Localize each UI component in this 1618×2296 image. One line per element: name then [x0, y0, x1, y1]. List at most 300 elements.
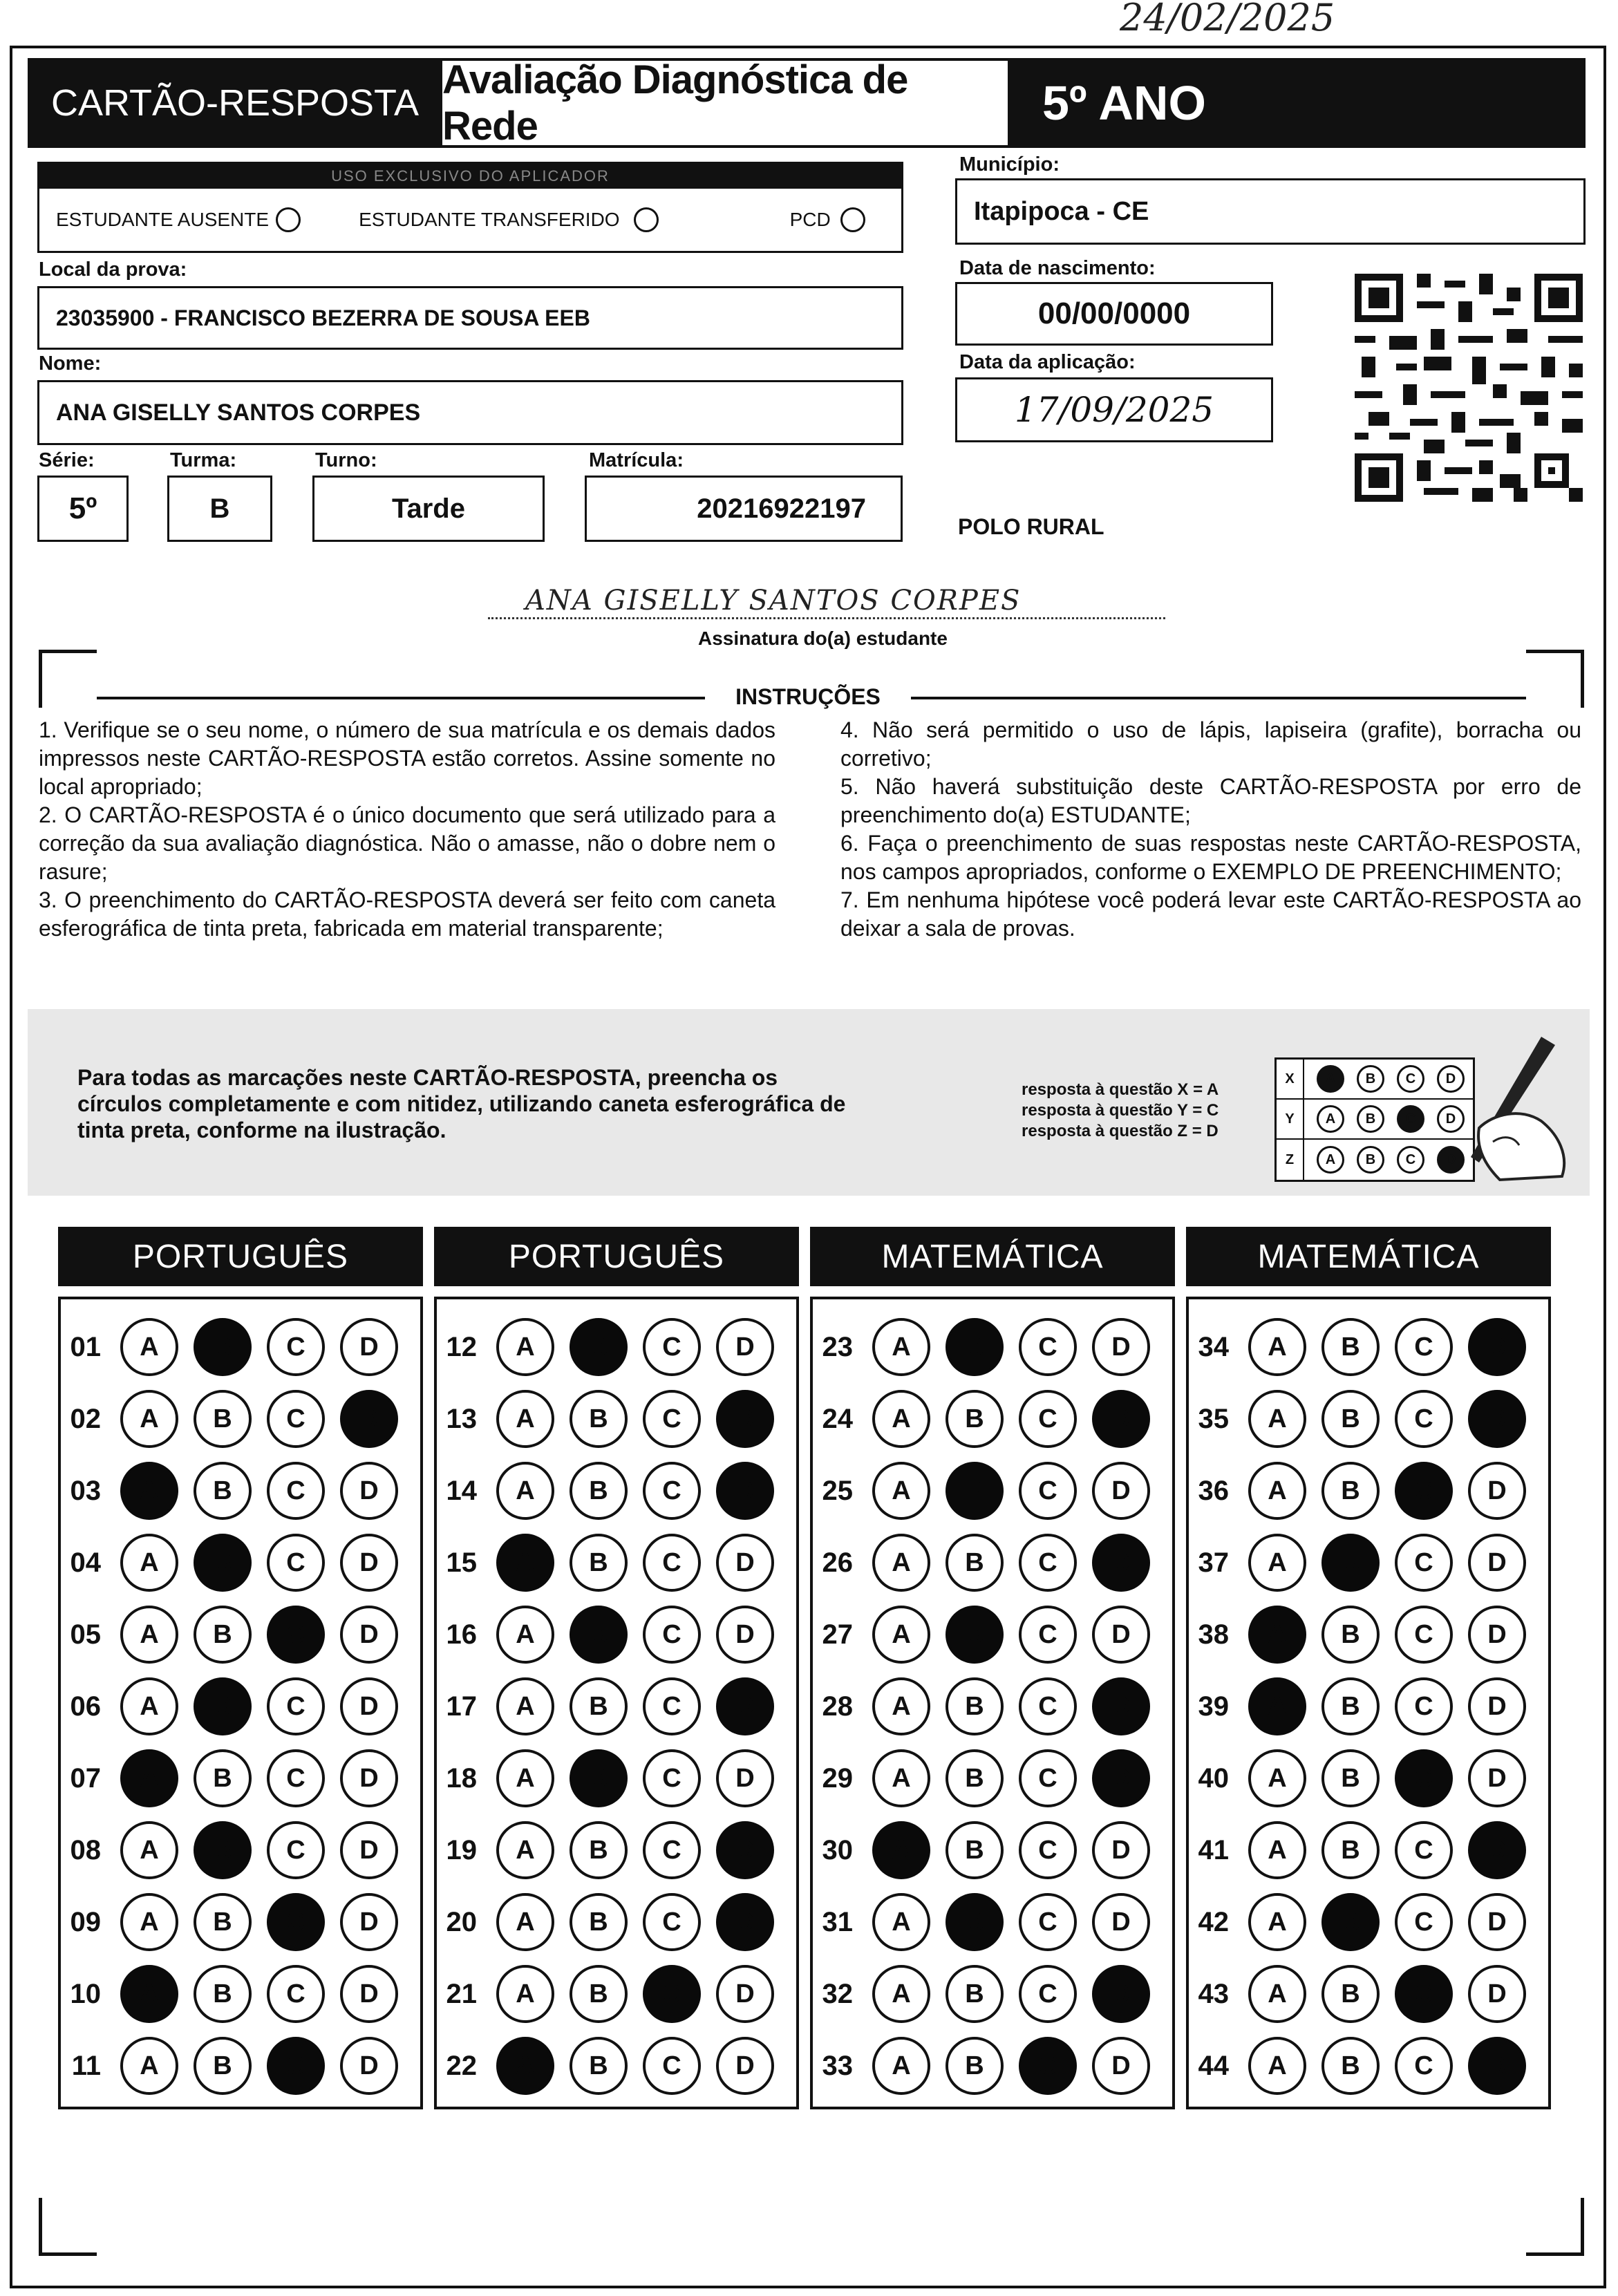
municipality-field	[955, 178, 1586, 245]
answer-bubble-a[interactable]: A	[872, 1606, 930, 1664]
instruction-item: 4. Não será permitido o uso de lápis, lapiseira (grafite), borracha ou corretivo;	[840, 717, 1581, 771]
answer-bubble-a[interactable]: A	[120, 1821, 178, 1879]
question-row	[437, 1388, 774, 1450]
question-row	[61, 1963, 398, 2025]
answer-bubble-a[interactable]: A	[496, 1462, 554, 1520]
signature-label: Assinatura do(a) estudante	[698, 628, 948, 649]
answer-bubble-a[interactable]: A	[1248, 1462, 1306, 1520]
answer-bubble-a[interactable]: A	[120, 1318, 178, 1376]
answer-bubble-c[interactable]: C	[267, 1965, 325, 2023]
name-label: Nome:	[39, 352, 102, 375]
answer-bubble-d[interactable]: D	[1092, 1462, 1150, 1520]
answer-bubble-a[interactable]: A	[120, 1677, 178, 1735]
application-date-label: Data da aplicação:	[959, 351, 1136, 373]
question-row	[437, 1603, 774, 1666]
answer-bubble-c[interactable]: C	[1395, 1677, 1453, 1735]
answer-bubble-d[interactable]: D	[1092, 2037, 1150, 2095]
answer-bubble-a[interactable]: A	[872, 1965, 930, 2023]
answer-bubble-a[interactable]: A	[120, 1749, 178, 1807]
signature: ANA GISELLY SANTOS CORPES	[525, 585, 1022, 617]
answer-bubble-d[interactable]: D	[1092, 1749, 1150, 1807]
answer-bubble-b[interactable]: B	[570, 1462, 628, 1520]
question-number: 19	[446, 1834, 477, 1865]
answer-bubble-c[interactable]: C	[267, 1534, 325, 1592]
answer-bubble-c[interactable]: C	[643, 1821, 701, 1879]
legend-z: resposta à questão Z = D	[1022, 1122, 1219, 1140]
answer-bubble-d[interactable]: D	[340, 1462, 398, 1520]
answer-bubble-d[interactable]: D	[340, 1606, 398, 1664]
answer-bubble-c[interactable]: C	[267, 2037, 325, 2095]
shift-field	[312, 476, 545, 542]
question-row	[1189, 1460, 1526, 1522]
question-row	[437, 1675, 774, 1738]
question-number: 12	[446, 1331, 477, 1362]
transferred-option[interactable]	[359, 207, 659, 232]
answer-bubble-c[interactable]: C	[1019, 1893, 1077, 1951]
answer-bubble-a[interactable]: A	[1248, 1606, 1306, 1664]
answer-bubble-d[interactable]: D	[716, 1534, 774, 1592]
answer-bubble-d[interactable]: D	[716, 1318, 774, 1376]
answer-bubble-b[interactable]: B	[570, 1677, 628, 1735]
corner-top-left	[39, 650, 97, 708]
question-row	[813, 1747, 1150, 1809]
answer-bubble-a[interactable]: A	[496, 2037, 554, 2095]
answer-bubble-d[interactable]: D	[1092, 1390, 1150, 1448]
example-bubble-a: A	[1317, 1065, 1344, 1093]
answer-bubble-a[interactable]: A	[1248, 1893, 1306, 1951]
answer-bubble-b[interactable]: B	[570, 1821, 628, 1879]
question-row	[1189, 1388, 1526, 1450]
answer-bubble-d[interactable]: D	[1468, 1749, 1526, 1807]
subject-header: MATEMÁTICA	[810, 1227, 1175, 1286]
answer-bubble-c[interactable]: C	[267, 1677, 325, 1735]
question-row	[437, 1316, 774, 1378]
birth-date-label: Data de nascimento:	[959, 257, 1156, 279]
answer-bubble-d[interactable]: D	[716, 1965, 774, 2023]
answer-bubble-d[interactable]: D	[1468, 1606, 1526, 1664]
answer-bubble-c[interactable]: C	[1019, 1606, 1077, 1664]
answer-bubble-a[interactable]: A	[496, 1893, 554, 1951]
answer-bubble-a[interactable]: A	[872, 1677, 930, 1735]
answer-bubble-d[interactable]: D	[1468, 1318, 1526, 1376]
answer-bubble-a[interactable]: A	[1248, 1821, 1306, 1879]
answer-bubble-d[interactable]: D	[1092, 1677, 1150, 1735]
question-row	[1189, 1603, 1526, 1666]
question-row	[61, 1532, 398, 1594]
instruction-item: 6. Faça o preenchimento de suas respostas neste CARTÃO-RESPOSTA, nos campos apropriados, conforme o EXEMPLO DE PREENCHIMENTO;	[840, 831, 1581, 884]
answer-bubble-b[interactable]: B	[946, 1462, 1004, 1520]
answer-bubble-d[interactable]: D	[1468, 1390, 1526, 1448]
answer-bubble-b[interactable]: B	[194, 1534, 252, 1592]
answer-bubble-c[interactable]: C	[267, 1318, 325, 1376]
answer-bubble-b[interactable]: B	[570, 1390, 628, 1448]
answer-bubble-a[interactable]: A	[496, 1749, 554, 1807]
municipality-label: Município:	[959, 153, 1060, 176]
answer-bubble-b[interactable]: B	[946, 1318, 1004, 1376]
answer-bubble-b[interactable]: B	[194, 1821, 252, 1879]
answer-bubble-d[interactable]: D	[716, 1677, 774, 1735]
question-row	[1189, 1747, 1526, 1809]
transferred-label: ESTUDANTE TRANSFERIDO	[359, 209, 620, 230]
question-number: 18	[446, 1762, 477, 1794]
answer-bubble-c[interactable]: C	[643, 1534, 701, 1592]
answer-bubble-a[interactable]: A	[120, 2037, 178, 2095]
answer-bubble-c[interactable]: C	[1395, 1821, 1453, 1879]
pcd-label: PCD	[789, 209, 831, 230]
question-row	[437, 1819, 774, 1881]
enrollment-field	[585, 476, 903, 542]
answer-bubble-b[interactable]: B	[946, 1534, 1004, 1592]
question-row	[61, 1819, 398, 1881]
instructions-left	[39, 716, 775, 943]
answer-bubble-b[interactable]: B	[1321, 1534, 1380, 1592]
answer-bubble-c[interactable]: C	[1019, 1677, 1077, 1735]
instruction-item: 2. O CARTÃO-RESPOSTA é o único documento que será utilizado para a correção da sua avaliação diagnóstica. Não o amasse, não o dobre nem o rasure;	[39, 802, 775, 884]
answer-bubble-d[interactable]: D	[1468, 2037, 1526, 2095]
answer-bubble-c[interactable]: C	[643, 1677, 701, 1735]
question-number: 26	[822, 1547, 853, 1578]
answer-bubble-d[interactable]: D	[716, 2037, 774, 2095]
answer-bubble-b[interactable]: B	[1321, 1677, 1380, 1735]
question-row	[61, 1388, 398, 1450]
question-row	[61, 1603, 398, 1666]
question-number: 23	[822, 1331, 853, 1362]
question-number: 08	[70, 1834, 101, 1865]
instructions-rule-right	[911, 697, 1526, 699]
answer-bubble-d[interactable]: D	[1468, 1821, 1526, 1879]
answer-bubble-d[interactable]: D	[340, 1965, 398, 2023]
answer-bubble-c[interactable]: C	[1395, 1462, 1453, 1520]
answer-bubble-d[interactable]: D	[716, 1462, 774, 1520]
answer-bubble-a[interactable]: A	[496, 1390, 554, 1448]
answer-bubble-d[interactable]: D	[1092, 1821, 1150, 1879]
absent-label: ESTUDANTE AUSENTE	[56, 209, 270, 230]
answer-bubble-b[interactable]: B	[570, 1893, 628, 1951]
corner-bottom-left	[39, 2198, 97, 2256]
answer-bubble-d[interactable]: D	[1092, 1606, 1150, 1664]
answer-bubble-a[interactable]: A	[1248, 1965, 1306, 2023]
fill-example-legend	[1022, 1080, 1219, 1142]
answer-bubble-d[interactable]: D	[1468, 1893, 1526, 1951]
answer-bubble-c[interactable]: C	[1019, 1462, 1077, 1520]
answer-bubble-b[interactable]: B	[946, 1893, 1004, 1951]
exam-location-label: Local da prova:	[39, 258, 187, 281]
question-row	[437, 1963, 774, 2025]
answer-bubble-a[interactable]: A	[872, 1534, 930, 1592]
question-row	[437, 1532, 774, 1594]
answer-bubble-b[interactable]: B	[194, 2037, 252, 2095]
answer-bubble-a[interactable]: A	[120, 1606, 178, 1664]
answer-bubble-a[interactable]: A	[496, 1318, 554, 1376]
answer-bubble-d[interactable]: D	[1468, 1677, 1526, 1735]
answer-bubble-d[interactable]: D	[340, 1534, 398, 1592]
answer-column	[58, 1297, 423, 2109]
answer-bubble-b[interactable]: B	[946, 1749, 1004, 1807]
answer-bubble-c[interactable]: C	[643, 1318, 701, 1376]
answer-bubble-c[interactable]: C	[267, 1893, 325, 1951]
answer-bubble-c[interactable]: C	[643, 1390, 701, 1448]
answer-bubble-a[interactable]: A	[120, 1965, 178, 2023]
example-bubble-b: B	[1357, 1065, 1384, 1093]
shift-value: Tarde	[392, 493, 465, 524]
answer-bubble-c[interactable]: C	[267, 1821, 325, 1879]
question-row	[813, 2035, 1150, 2097]
answer-bubble-a[interactable]: A	[120, 1462, 178, 1520]
question-row	[437, 1891, 774, 1953]
absent-option[interactable]	[56, 207, 301, 232]
answer-bubble-b[interactable]: B	[946, 1965, 1004, 2023]
answer-bubble-c[interactable]: C	[1019, 1965, 1077, 2023]
answer-bubble-d[interactable]: D	[1468, 1965, 1526, 2023]
answer-bubble-d[interactable]: D	[716, 1749, 774, 1807]
signature-line	[488, 617, 1165, 619]
answer-bubble-d[interactable]: D	[340, 1677, 398, 1735]
answer-bubble-a[interactable]: A	[496, 1534, 554, 1592]
question-row	[813, 1675, 1150, 1738]
answer-bubble-b[interactable]: B	[1321, 1893, 1380, 1951]
answer-bubble-a[interactable]: A	[872, 1390, 930, 1448]
answer-bubble-a[interactable]: A	[1248, 1390, 1306, 1448]
example-bubble-b: B	[1357, 1146, 1384, 1174]
example-row-label: Z	[1277, 1140, 1304, 1180]
question-number: 36	[1198, 1475, 1229, 1506]
answer-bubble-c[interactable]: C	[267, 1749, 325, 1807]
answer-bubble-b[interactable]: B	[194, 1749, 252, 1807]
question-row	[1189, 1532, 1526, 1594]
answer-bubble-c[interactable]: C	[1395, 1534, 1453, 1592]
answer-bubble-d[interactable]: D	[340, 1318, 398, 1376]
municipality-value: Itapipoca - CE	[974, 196, 1149, 226]
question-number: 44	[1198, 2050, 1229, 2081]
example-bubble-c: C	[1397, 1105, 1424, 1133]
answer-bubble-c[interactable]: C	[643, 1965, 701, 2023]
answer-bubble-b[interactable]: B	[570, 1318, 628, 1376]
answer-bubble-b[interactable]: B	[194, 1965, 252, 2023]
answer-bubble-c[interactable]: C	[643, 1462, 701, 1520]
answer-bubble-d[interactable]: D	[340, 1821, 398, 1879]
answer-bubble-d[interactable]: D	[1092, 1965, 1150, 2023]
answer-bubble-a[interactable]: A	[1248, 1318, 1306, 1376]
answer-bubble-b[interactable]: B	[194, 1677, 252, 1735]
question-number: 33	[822, 2050, 853, 2081]
question-row	[813, 1388, 1150, 1450]
answer-bubble-b[interactable]: B	[1321, 1390, 1380, 1448]
pcd-circle[interactable]	[840, 207, 865, 232]
exam-location-field	[37, 286, 903, 350]
instruction-item: 3. O preenchimento do CARTÃO-RESPOSTA deverá ser feito com caneta esferográfica de tinta preta, fabricada em material transparente;	[39, 887, 775, 941]
question-number: 02	[70, 1403, 101, 1434]
answer-bubble-a[interactable]: A	[1248, 1677, 1306, 1735]
answer-bubble-d[interactable]: D	[340, 1390, 398, 1448]
question-number: 14	[446, 1475, 477, 1506]
answer-bubble-a[interactable]: A	[120, 1390, 178, 1448]
answer-bubble-b[interactable]: B	[946, 1677, 1004, 1735]
question-row	[813, 1316, 1150, 1378]
instruction-item: 5. Não haverá substituição deste CARTÃO-RESPOSTA por erro de preenchimento do(a) ESTUDANTE;	[840, 774, 1581, 827]
answer-bubble-c[interactable]: C	[1395, 1390, 1453, 1448]
answer-bubble-d[interactable]: D	[340, 1749, 398, 1807]
question-row	[437, 1460, 774, 1522]
answer-bubble-c[interactable]: C	[1395, 1318, 1453, 1376]
answer-bubble-a[interactable]: A	[1248, 1534, 1306, 1592]
answer-bubble-d[interactable]: D	[716, 1606, 774, 1664]
question-row	[61, 1316, 398, 1378]
question-number: 28	[822, 1691, 853, 1722]
pcd-option[interactable]	[790, 207, 865, 232]
application-date-value: 17/09/2025	[1014, 390, 1214, 430]
answer-bubble-c[interactable]: C	[1395, 1749, 1453, 1807]
pen-hand-icon	[1438, 1031, 1576, 1183]
answer-bubble-c[interactable]: C	[267, 1462, 325, 1520]
example-row-label: X	[1277, 1060, 1304, 1098]
legend-x: resposta à questão X = A	[1022, 1080, 1219, 1099]
answer-bubble-c[interactable]: C	[1019, 1318, 1077, 1376]
question-number: 10	[70, 1978, 101, 2009]
answer-bubble-a[interactable]: A	[496, 1821, 554, 1879]
answer-bubble-b[interactable]: B	[1321, 2037, 1380, 2095]
answer-bubble-d[interactable]: D	[1468, 1534, 1526, 1592]
applicator-box	[37, 162, 903, 253]
answer-bubble-c[interactable]: C	[1395, 1606, 1453, 1664]
question-row	[813, 1532, 1150, 1594]
question-number: 29	[822, 1762, 853, 1794]
answer-bubble-b[interactable]: B	[194, 1390, 252, 1448]
answer-bubble-b[interactable]: B	[946, 2037, 1004, 2095]
answer-bubble-b[interactable]: B	[1321, 1965, 1380, 2023]
question-number: 16	[446, 1619, 477, 1650]
answer-bubble-d[interactable]: D	[716, 1893, 774, 1951]
answer-bubble-c[interactable]: C	[267, 1606, 325, 1664]
answer-bubble-d[interactable]: D	[1092, 1893, 1150, 1951]
question-row	[61, 2035, 398, 2097]
applicator-banner: USO EXCLUSIVO DO APLICADOR	[39, 164, 901, 189]
transferred-circle[interactable]	[634, 207, 659, 232]
answer-bubble-b[interactable]: B	[946, 1821, 1004, 1879]
answer-bubble-b[interactable]: B	[1321, 1821, 1380, 1879]
answer-bubble-c[interactable]: C	[1395, 2037, 1453, 2095]
answer-bubble-a[interactable]: A	[872, 1462, 930, 1520]
question-number: 13	[446, 1403, 477, 1434]
answer-column	[1186, 1297, 1551, 2109]
card-title: CARTÃO-RESPOSTA	[28, 58, 442, 148]
class-field	[167, 476, 272, 542]
answer-bubble-a[interactable]: A	[872, 1318, 930, 1376]
question-number: 21	[446, 1978, 477, 2009]
answer-bubble-a[interactable]: A	[496, 1606, 554, 1664]
answer-bubble-b[interactable]: B	[570, 1749, 628, 1807]
answer-bubble-a[interactable]: A	[120, 1534, 178, 1592]
absent-circle[interactable]	[276, 207, 301, 232]
qr-code	[1355, 274, 1583, 502]
birth-date-value: 00/00/0000	[1037, 297, 1191, 330]
answer-bubble-b[interactable]: B	[1321, 1462, 1380, 1520]
question-number: 31	[822, 1906, 853, 1937]
answer-bubble-a[interactable]: A	[872, 1749, 930, 1807]
grade-title	[1008, 58, 1586, 148]
answer-bubble-d[interactable]: D	[1092, 1534, 1150, 1592]
answer-bubble-b[interactable]: B	[570, 1534, 628, 1592]
class-value: B	[209, 493, 230, 524]
answer-bubble-b[interactable]: B	[194, 1318, 252, 1376]
question-row	[1189, 2035, 1526, 2097]
answer-bubble-b[interactable]: B	[194, 1893, 252, 1951]
answer-bubble-c[interactable]: C	[1019, 1534, 1077, 1592]
question-number: 41	[1198, 1834, 1229, 1865]
answer-bubble-c[interactable]: C	[643, 2037, 701, 2095]
question-number: 38	[1198, 1619, 1229, 1650]
exam-location-value: 23035900 - FRANCISCO BEZERRA DE SOUSA EEB	[56, 305, 590, 330]
answer-bubble-a[interactable]: A	[872, 1893, 930, 1951]
answer-bubble-d[interactable]: D	[716, 1821, 774, 1879]
answer-bubble-a[interactable]: A	[872, 1821, 930, 1879]
answer-bubble-c[interactable]: C	[1395, 1965, 1453, 2023]
question-number: 30	[822, 1834, 853, 1865]
answer-bubble-c[interactable]: C	[643, 1893, 701, 1951]
answer-bubble-d[interactable]: D	[340, 1893, 398, 1951]
answer-bubble-c[interactable]: C	[643, 1606, 701, 1664]
instruction-item: 1. Verifique se o seu nome, o número de sua matrícula e os demais dados impressos neste CARTÃO-RESPOSTA estão corretos. Assine somente no local apropriado;	[39, 717, 775, 799]
corner-bottom-right	[1526, 2198, 1584, 2256]
answer-bubble-c[interactable]: C	[1019, 1390, 1077, 1448]
answer-bubble-d[interactable]: D	[340, 2037, 398, 2095]
answer-bubble-d[interactable]: D	[716, 1390, 774, 1448]
answer-bubble-c[interactable]: C	[267, 1390, 325, 1448]
answer-bubble-c[interactable]: C	[1395, 1893, 1453, 1951]
question-number: 03	[70, 1475, 101, 1506]
answer-bubble-a[interactable]: A	[120, 1893, 178, 1951]
answer-bubble-d[interactable]: D	[1468, 1462, 1526, 1520]
answer-bubble-c[interactable]: C	[643, 1749, 701, 1807]
answer-bubble-b[interactable]: B	[946, 1390, 1004, 1448]
answer-bubble-c[interactable]: C	[1019, 1749, 1077, 1807]
question-number: 07	[70, 1762, 101, 1794]
answer-column	[434, 1297, 799, 2109]
subject-header: MATEMÁTICA	[1186, 1227, 1551, 1286]
legend-y: resposta à questão Y = C	[1022, 1101, 1219, 1120]
zone-label: POLO RURAL	[958, 514, 1104, 539]
answer-bubble-b[interactable]: B	[1321, 1318, 1380, 1376]
answer-bubble-b[interactable]: B	[570, 2037, 628, 2095]
handwritten-date: 24/02/2025	[1120, 0, 1335, 39]
answer-bubble-a[interactable]: A	[1248, 1749, 1306, 1807]
application-date-field	[955, 377, 1273, 442]
answer-bubble-d[interactable]: D	[1092, 1318, 1150, 1376]
answer-bubble-b[interactable]: B	[946, 1606, 1004, 1664]
answer-bubble-b[interactable]: B	[570, 1606, 628, 1664]
answer-bubble-b[interactable]: B	[194, 1606, 252, 1664]
answer-bubble-a[interactable]: A	[1248, 2037, 1306, 2095]
instructions-rule-left	[97, 697, 705, 699]
answer-bubble-b[interactable]: B	[570, 1965, 628, 2023]
question-row	[1189, 1819, 1526, 1881]
corner-top-right	[1526, 650, 1584, 708]
answer-bubble-b[interactable]: B	[1321, 1749, 1380, 1807]
answer-bubble-b[interactable]: B	[1321, 1606, 1380, 1664]
answer-bubble-a[interactable]: A	[872, 2037, 930, 2095]
answer-bubble-c[interactable]: C	[1019, 2037, 1077, 2095]
fill-example-text: Para todas as marcações neste CARTÃO-RESPOSTA, preencha os círculos completamente e com nitidez, utilizando caneta esferográfica de tinta preta, conforme na ilustração.	[77, 1065, 846, 1142]
answer-bubble-c[interactable]: C	[1019, 1821, 1077, 1879]
question-row	[813, 1891, 1150, 1953]
question-number: 11	[71, 2050, 101, 2081]
answer-bubble-a[interactable]: A	[496, 1965, 554, 2023]
answer-bubble-b[interactable]: B	[194, 1462, 252, 1520]
question-number: 09	[70, 1906, 101, 1937]
question-row	[813, 1603, 1150, 1666]
example-bubble-c: C	[1397, 1065, 1424, 1093]
answer-bubble-a[interactable]: A	[496, 1677, 554, 1735]
question-number: 35	[1198, 1403, 1229, 1434]
